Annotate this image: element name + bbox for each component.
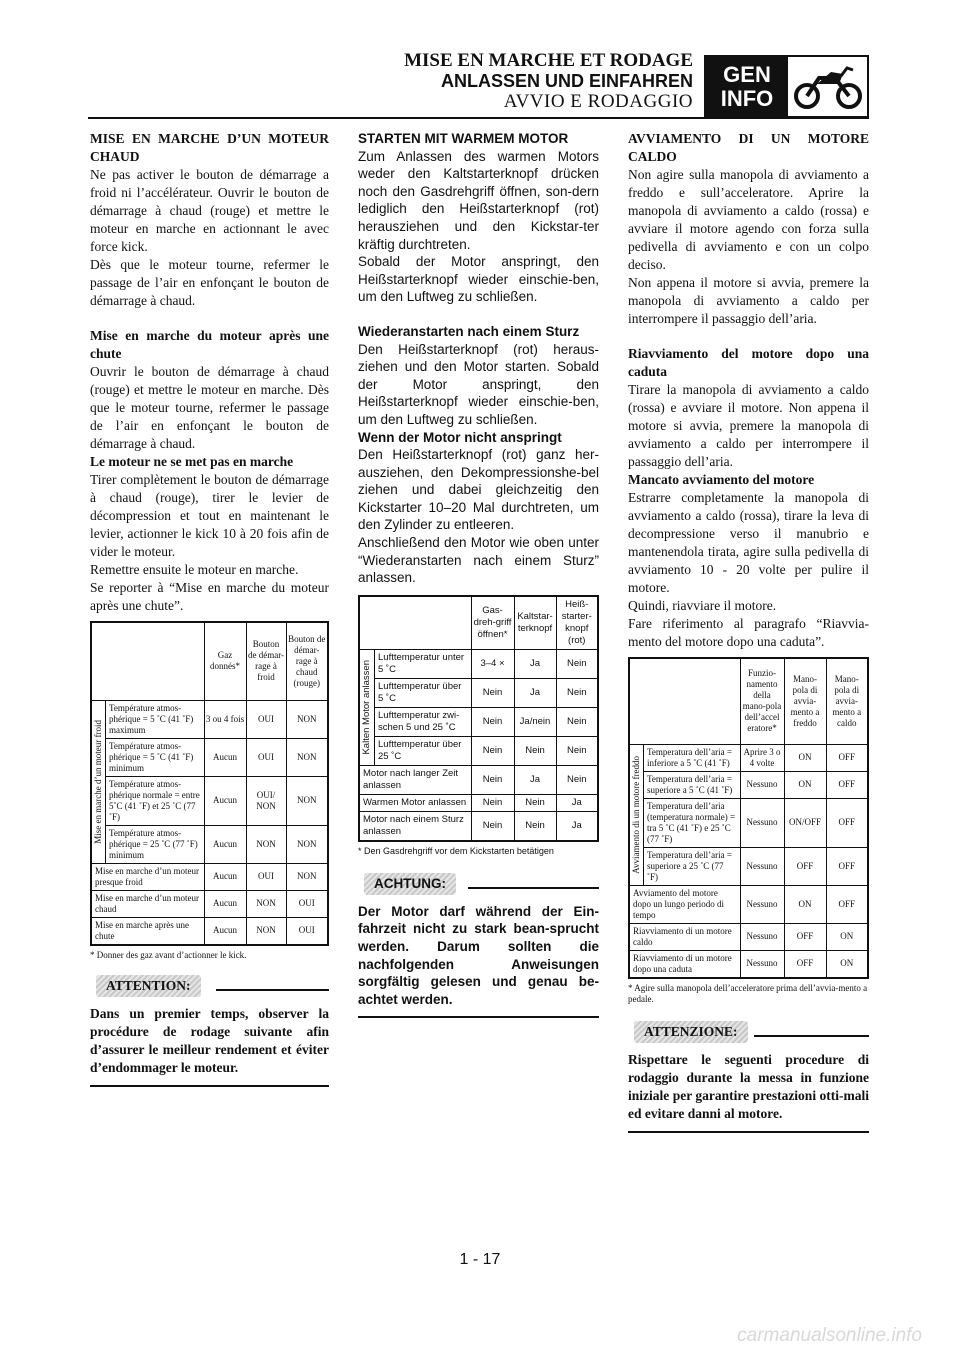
heading: Mancato avviamento del motore <box>628 472 815 487</box>
table-cell: Lufttemperatur über 25 ˚C <box>375 736 472 765</box>
table-group-text: Kalten Motor anlassen <box>361 660 372 755</box>
table-cell: ON <box>826 923 868 950</box>
table-cell: Nein <box>471 736 514 765</box>
table-cell: OUI <box>286 890 328 917</box>
table-cell: Nein <box>471 678 514 707</box>
table-cell: NON <box>246 917 286 945</box>
table-cell: Aprire 3 o 4 volte <box>740 744 784 771</box>
table-cell: Nessuno <box>740 885 784 923</box>
table-cell: Nessuno <box>740 923 784 950</box>
table-header: Kaltstar-terknopf <box>514 596 556 650</box>
table-cell: Lufttemperatur unter 5 ˚C <box>375 649 472 678</box>
table-cell: Nein <box>471 794 514 811</box>
warning-banner <box>628 1021 869 1043</box>
table-cell: OFF <box>784 847 826 885</box>
table-corner <box>91 622 204 700</box>
table-cell: Nein <box>514 794 556 811</box>
table-cell: Nessuno <box>740 798 784 847</box>
table-cell: ON <box>784 771 826 798</box>
table-cell: Aucun <box>204 738 246 776</box>
table-cell: Aucun <box>204 917 246 945</box>
table-cell: OFF <box>826 885 868 923</box>
table-footnote: * Donner des gaz avant d’actionner le kick. <box>90 949 247 960</box>
table-cell: Temperatura dell’aria = inferiore a 5 ˚C (41 ˚F) <box>644 744 741 771</box>
table-cell: 3 ou 4 fois <box>204 700 246 738</box>
start-table-fr <box>90 621 329 946</box>
table-header: Bouton de démar-rage à chaud (rouge) <box>286 622 328 700</box>
table-cell: Nein <box>471 765 514 794</box>
table-cell: Avviamento del motore dopo un lungo periodo di tempo <box>629 885 740 923</box>
table-cell: Température atmos-phérique normale = entre 5˚C (41 ˚F) et 25 ˚C (77 ˚F) <box>106 776 205 825</box>
table-cell: NON <box>286 700 328 738</box>
table-cell: NON <box>286 825 328 863</box>
title-de: ANLASSEN UND EINFAHREN <box>440 71 693 91</box>
heading: Mise en marche du moteur après une chute <box>90 328 329 361</box>
header-rule <box>88 117 869 119</box>
table-footnote: * Den Gasdrehgriff vor dem Kickstarten betätigen <box>358 845 554 856</box>
table-cell: Warmen Motor anlassen <box>359 794 471 811</box>
table-cell: OFF <box>784 923 826 950</box>
table-cell: NON <box>246 825 286 863</box>
table-group-label <box>91 700 106 863</box>
paragraph: Quindi, riavviare il motore. <box>628 598 777 613</box>
heading: Wenn der Motor nicht anspringt <box>358 429 562 445</box>
warning-rule <box>216 989 329 991</box>
warning-label: ATTENTION: <box>96 975 201 997</box>
watermark: carmanualsonline.info <box>737 1325 922 1346</box>
paragraph: Se reporter à “Mise en marche du moteur après une chute”. <box>90 580 329 613</box>
motorcycle-icon <box>788 57 867 116</box>
table-cell: Ja <box>514 649 556 678</box>
table-cell: OUI <box>246 700 286 738</box>
paragraph: Ouvrir le bouton de démarrage à chaud (rouge) et mettre le moteur en marche. Dès que le moteur tourne, refermer le passage de l’air en enfonçant le bouton de démarrage à chaud. <box>90 364 329 451</box>
table-cell: Aucun <box>204 890 246 917</box>
table-cell: Lufttemperatur zwi-schen 5 und 25 ˚C <box>375 707 472 736</box>
table-group-text: Avviamento di un motore freddo <box>631 755 641 874</box>
table-cell: Nein <box>471 811 514 841</box>
table-cell: Nessuno <box>740 950 784 978</box>
paragraph: Estrarre completamente la manopola di avviamento a caldo (rossa), tirare la leva di decompressione verso il manubrio e mantenendola tirata, agire sulla pedivella di avviamento 10 - 20 volte per pulire il motore. <box>628 490 869 595</box>
table-cell: Température atmos-phérique = 5 ˚C (41 ˚F) maximum <box>106 700 205 738</box>
table-cell: OFF <box>826 798 868 847</box>
warning-label: ACHTUNG: <box>364 873 456 895</box>
table-cell: Ja <box>556 811 598 841</box>
table-cell: OFF <box>784 950 826 978</box>
heading: MISE EN MARCHE D’UN MOTEUR CHAUD <box>90 131 329 164</box>
table-header: Mano-pola di avvia-mento a caldo <box>826 658 868 744</box>
table-corner <box>629 658 740 744</box>
table-cell: OFF <box>826 847 868 885</box>
table-group-text: Mise en marche d’un moteur froid <box>93 719 103 844</box>
paragraph: Tirare la manopola di avviamento a caldo (rossa) e avviare il motore. Non appena il motore si avvia, premere la manopola di avviamento a caldo per interrompere il passaggio dell’aria. <box>628 382 869 469</box>
column-italian <box>628 130 869 1133</box>
table-cell: Nein <box>556 678 598 707</box>
table-header: Gaz donnés* <box>204 622 246 700</box>
paragraph: Fare riferimento al paragrafo “Riavvia-mento del motore dopo una caduta”. <box>628 616 869 649</box>
heading: AVVIAMENTO DI UN MOTORE CALDO <box>628 131 869 164</box>
table-cell: Nein <box>556 765 598 794</box>
paragraph: Ne pas activer le bouton de démarrage a froid ni l’accélérateur. Ouvrir le bouton de démarrage à chaud (rouge) et mettre le moteur en marche en actionnant le avec force kick. <box>90 167 329 254</box>
table-cell: OUI <box>246 738 286 776</box>
heading: Riavviamento del motore dopo una caduta <box>628 346 869 379</box>
heading: Le moteur ne se met pas en marche <box>90 454 294 469</box>
table-cell: Aucun <box>204 825 246 863</box>
table-cell: ON/OFF <box>784 798 826 847</box>
table-cell: OUI/ NON <box>246 776 286 825</box>
paragraph: Tirer complètement le bouton de démarrage à chaud (rouge), tirer le levier de décompression et tout en maintenant le levier, actionner le kick 10 à 20 fois afin de vider le moteur. <box>90 472 329 559</box>
table-cell: Riavviamento di un motore dopo una caduta <box>629 950 740 978</box>
table-footnote: * Agire sulla manopola dell’acceleratore prima dell’avvia-mento a pedale. <box>628 982 868 1004</box>
warning-banner <box>90 975 329 997</box>
table-cell: Temperatura dell’aria = superiore a 5 ˚C (41 ˚F) <box>644 771 741 798</box>
table-cell: OUI <box>286 917 328 945</box>
warning-banner <box>358 873 599 895</box>
table-group-label <box>359 649 375 765</box>
table-cell: Nein <box>471 707 514 736</box>
table-cell: Nein <box>556 707 598 736</box>
paragraph: Zum Anlassen des warmen Motors weder den Kaltstarterknopf drücken noch den Gasdrehgriff öffnen, son-dern lediglich den Heißstarterknopf (rot) herausziehen und den Kickstar-ter kräftig durchtreten. <box>358 148 599 252</box>
table-cell: OFF <box>826 744 868 771</box>
table-cell: NON <box>286 863 328 890</box>
table-cell: Temperatura dell’aria = superiore a 25 ˚C (77 ˚F) <box>644 847 741 885</box>
paragraph: Non appena il motore si avvia, premere la manopola di avviamento a caldo per interrompere il passaggio dell’aria. <box>628 275 869 326</box>
table-cell: Temperatura dell’aria (temperatura normale) = tra 5 ˚C (41 ˚F) e 25 ˚C (77 ˚F) <box>644 798 741 847</box>
table-cell: Mise en marche d’un moteur chaud <box>91 890 204 917</box>
page-header <box>273 50 693 112</box>
table-cell: Nein <box>556 736 598 765</box>
paragraph: Dès que le moteur tourne, refermer le passage de l’air en enfonçant le bouton de démarrage à chaud. <box>90 257 329 308</box>
table-cell: Nein <box>556 649 598 678</box>
paragraph: Non agire sulla manopola di avviamento a freddo e sull’acceleratore. Aprire la manopola di avviamento a caldo (rossa) e avviare il motore agendo con forza sulla pedivella di avviamento e con un colpo deciso. <box>628 167 869 272</box>
table-cell: Ja <box>556 794 598 811</box>
start-table-it <box>628 657 869 979</box>
table-cell: Nessuno <box>740 771 784 798</box>
table-header: Mano-pola di avvia-mento a freddo <box>784 658 826 744</box>
warning-text: Dans un premier temps, observer la procédure de rodage suivante afin d’assurer le meilleur rendement et éviter d’endommager le moteur. <box>90 1005 329 1075</box>
page-number: 1 - 17 <box>459 1251 501 1268</box>
table-cell: Température atmos-phérique = 25 ˚C (77 ˚F) minimum <box>106 825 205 863</box>
column-german <box>358 130 599 1018</box>
start-table-de <box>358 595 599 842</box>
warning-rule <box>754 1035 869 1037</box>
table-cell: Riavviamento di un motore caldo <box>629 923 740 950</box>
table-cell: OFF <box>826 771 868 798</box>
warning-label: ATTENZIONE: <box>634 1021 748 1043</box>
badge-line1: GEN <box>723 62 771 87</box>
warning-end-rule <box>628 1131 869 1133</box>
table-cell: Nein <box>514 736 556 765</box>
warning-text: Der Motor darf während der Ein-fahrzeit nicht zu stark bean-sprucht werden. Darum sollten die nachfolgenden Anweisungen sorgfältig gelesen und genau be-achtet werden. <box>358 903 599 1007</box>
warning-end-rule <box>90 1085 329 1087</box>
table-cell: Température atmos-phérique = 5 ˚C (41 ˚F) minimum <box>106 738 205 776</box>
badge-label <box>706 57 788 116</box>
paragraph: Sobald der Motor anspringt, den Heißstarterknopf wieder einschie-ben, um den Luftweg zu schließen. <box>358 254 599 305</box>
table-cell: 3–4 × <box>471 649 514 678</box>
table-cell: NON <box>246 890 286 917</box>
table-cell: Aucun <box>204 776 246 825</box>
warning-end-rule <box>358 1016 599 1018</box>
table-cell: Mise en marche après une chute <box>91 917 204 945</box>
table-cell: Ja/nein <box>514 707 556 736</box>
table-cell: NON <box>286 738 328 776</box>
column-french <box>90 130 329 1087</box>
table-cell: NON <box>286 776 328 825</box>
table-cell: Motor nach langer Zeit anlassen <box>359 765 471 794</box>
table-cell: Ja <box>514 765 556 794</box>
badge-line2: INFO <box>720 86 774 111</box>
table-cell: Motor nach einem Sturz anlassen <box>359 811 471 841</box>
table-group-label <box>629 744 644 885</box>
table-header: Gas-dreh-griff öffnen* <box>471 596 514 650</box>
section-badge <box>704 55 869 118</box>
paragraph: Anschließend den Motor wie oben unter “Wiederanstarten nach einem Sturz” anlassen. <box>358 535 599 586</box>
warning-rule <box>468 887 599 889</box>
table-cell: ON <box>784 885 826 923</box>
title-it: AVVIO E RODAGGIO <box>503 91 693 112</box>
table-header: Bouton de démar-rage à froid <box>246 622 286 700</box>
table-corner <box>359 596 471 650</box>
table-cell: ON <box>826 950 868 978</box>
table-cell: Nein <box>514 811 556 841</box>
table-cell: Nessuno <box>740 847 784 885</box>
table-cell: Aucun <box>204 863 246 890</box>
heading: STARTEN MIT WARMEM MOTOR <box>358 131 569 146</box>
table-cell: Lufttemperatur über 5 ˚C <box>375 678 472 707</box>
table-header: Heiß-starter-knopf (rot) <box>556 596 598 650</box>
heading: Wiederanstarten nach einem Sturz <box>358 323 580 339</box>
paragraph: Remettre ensuite le moteur en marche. <box>90 562 299 577</box>
table-cell: Ja <box>514 678 556 707</box>
paragraph: Den Heißstarterknopf (rot) heraus-ziehen und den Motor starten. Sobald der Motor anspringt, den Heißstarterknopf wieder einschie-ben, um den Luftweg zu schließen. <box>358 341 599 427</box>
warning-text: Rispettare le seguenti procedure di rodaggio durante la messa in funzione iniziale per garantire prestazioni otti-mali ed evitare danni al motore. <box>628 1051 869 1121</box>
table-header: Funzio-namento della mano-pola dell’accel eratore* <box>740 658 784 744</box>
title-fr: MISE EN MARCHE ET RODAGE <box>404 50 693 71</box>
table-cell: OUI <box>246 863 286 890</box>
table-cell: ON <box>784 744 826 771</box>
paragraph: Den Heißstarterknopf (rot) ganz her-ausziehen, den Dekompressionshe-bel ziehen und dabei gleichzeitig den Kickstarter 10–20 Mal durchtreten, um den Zylinder zu entleeren. <box>358 447 599 533</box>
table-cell: Mise en marche d’un moteur presque froid <box>91 863 204 890</box>
